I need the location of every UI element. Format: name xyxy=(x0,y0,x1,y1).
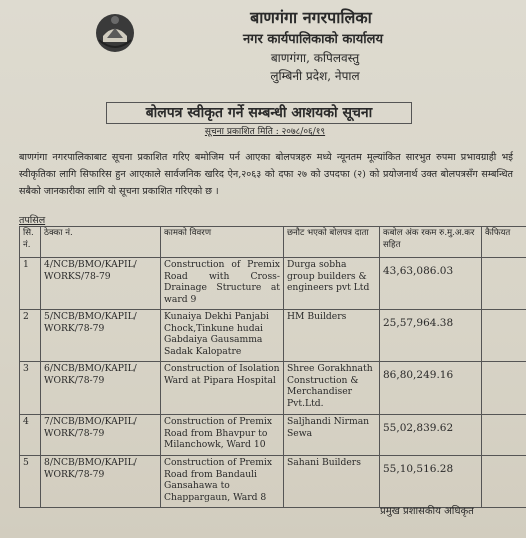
row-description: Construction of Isolation Ward at Pipara Hospital xyxy=(161,362,284,415)
row-description: Kunaiya Dekhi Panjabi Chock,Tinkune hudai Gabdaiya Gausamma Sadak Kalopatre xyxy=(161,310,284,362)
notice-body: बाणगंगा नगरपालिकाबाट सूचना प्रकाशित गरिए बमोजिम पर्न आएका बोलपत्रहरु मध्ये न्यूनतम मूल्यांकित सारभुत रुपमा प्रभावग्राही भई स्वीकृतिका लागि सिफारिस हुन आएकाले सार्वजनिक खरिद ऐन,२०६३ को दफा २७ को उपदफा (२) को प्रयोजनार्थ उक्त बोलपत्रसँग सम्बन्धित सबैको जानकारीका लागि यो सूचना प्रकाशित गरिएको छ । xyxy=(19,152,513,197)
row-description: Construction of Premix Road with Cross-Drainage Structure at ward 9 xyxy=(161,258,284,310)
row-amount: 55,02,839.62 xyxy=(380,415,482,456)
row-bidder: Sahani Builders xyxy=(284,456,380,508)
row-bidder: Durga sobha group builders & engineers pvt Ltd xyxy=(284,258,380,310)
row-sn: 2 xyxy=(20,310,41,362)
office-address: बाणगंगा, कपिलवस्तु xyxy=(270,51,360,65)
row-contract: 8/NCB/BMO/KAPIL/ WORK/78-79 xyxy=(41,456,161,508)
row-bidder: HM Builders xyxy=(284,310,380,362)
row-contract: 6/NCB/BMO/KAPIL/ WORK/78-79 xyxy=(41,362,161,415)
row-remarks xyxy=(482,362,526,415)
header-description: कामको विवरण xyxy=(161,227,284,258)
notice-title: बोलपत्र स्वीकृत गर्ने सम्बन्धी आशयको सूचना xyxy=(106,102,412,124)
row-remarks xyxy=(482,258,526,310)
table-row xyxy=(20,362,526,415)
row-remarks xyxy=(482,310,526,362)
bid-table xyxy=(19,226,526,508)
table-row xyxy=(20,258,526,310)
row-amount: 55,10,516.28 xyxy=(380,456,482,508)
header-contract: ठेक्का नं. xyxy=(41,227,161,258)
table-row xyxy=(20,456,526,508)
province-name: लुम्बिनी प्रदेश, नेपाल xyxy=(270,69,360,83)
row-sn: 3 xyxy=(20,362,41,415)
published-date: सूचना प्रकाशित मिति : २०७८/०६/१९ xyxy=(204,127,326,137)
row-contract: 7/NCB/BMO/KAPIL/ WORK/78-79 xyxy=(41,415,161,456)
row-bidder: Shree Gorakhnath Construction & Merchandiser Pvt.Ltd. xyxy=(284,362,380,415)
row-contract: 5/NCB/BMO/KAPIL/ WORK/78-79 xyxy=(41,310,161,362)
row-sn: 5 xyxy=(20,456,41,508)
table-row xyxy=(20,415,526,456)
row-bidder: Saljhandi Nirman Sewa xyxy=(284,415,380,456)
row-remarks xyxy=(482,415,526,456)
header-bidder: छनौट भएको बोलपत्र दाता xyxy=(284,227,380,258)
table-row xyxy=(20,310,526,362)
table-header-row xyxy=(20,227,526,258)
row-remarks xyxy=(482,456,526,508)
header-amount: कबोल अंक रकम रु.मु.अ.कर सहित xyxy=(380,227,482,258)
municipality-name: बाणगंगा नगरपालिका xyxy=(250,8,372,27)
row-sn: 4 xyxy=(20,415,41,456)
office-name: नगर कार्यपालिकाको कार्यालय xyxy=(242,32,384,47)
row-sn: 1 xyxy=(20,258,41,310)
header-sn: सि. नं. xyxy=(20,227,41,258)
row-amount: 43,63,086.03 xyxy=(380,258,482,310)
row-description: Construction of Premix Road from Bandauli Gansahawa to Chappargaun, Ward 8 xyxy=(161,456,284,508)
row-amount: 86,80,249.16 xyxy=(380,362,482,415)
details-label: तपसिल xyxy=(19,215,46,226)
signature-title: प्रमुख प्रशासकीय अधिकृत xyxy=(380,506,474,517)
row-amount: 25,57,964.38 xyxy=(380,310,482,362)
row-description: Construction of Premix Road from Bhavpur to Milanchowk, Ward 10 xyxy=(161,415,284,456)
row-contract: 4/NCB/BMO/KAPIL/ WORKS/78-79 xyxy=(41,258,161,310)
header-remarks: कैफियत xyxy=(482,227,526,258)
